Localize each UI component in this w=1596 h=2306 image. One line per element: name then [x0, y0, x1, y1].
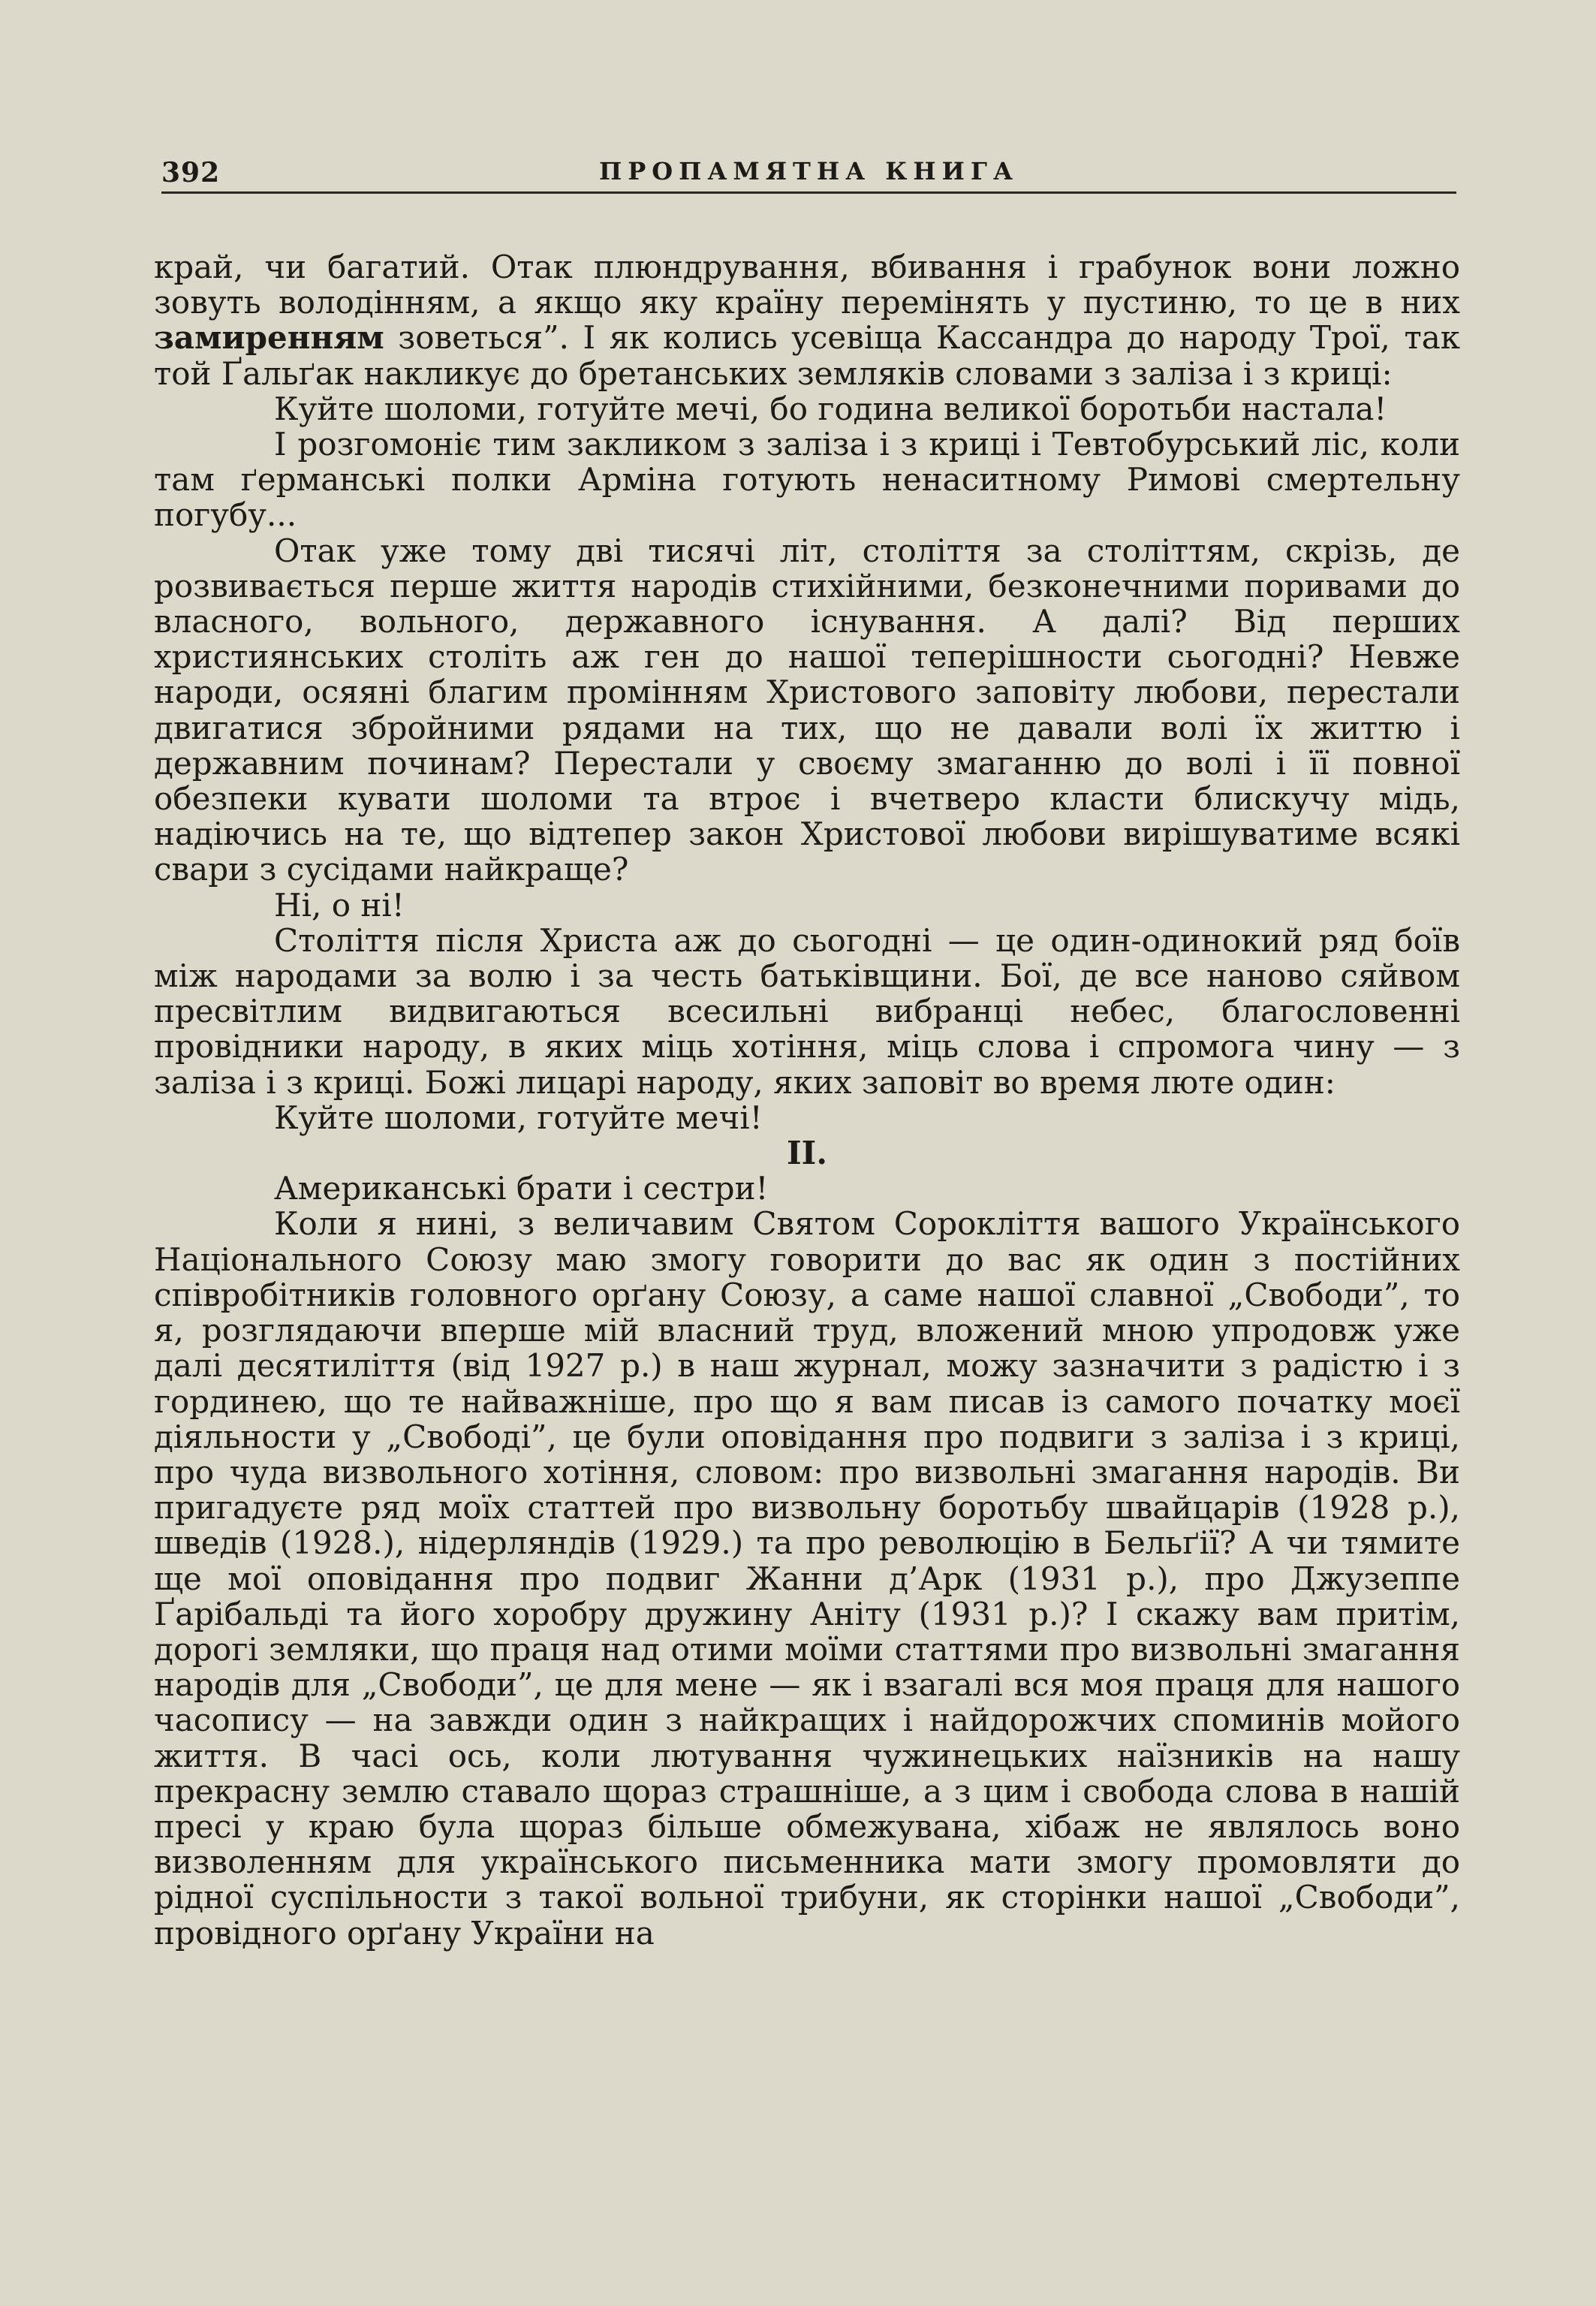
paragraph-8: Коли я нині, з величавим Святом Сорокліття вашого Українського Національного Союзу маю змогу говорити до вас як один з постійних співробітників головного орґану Союзу, а саме нашої славної „Свободи”, то я, розглядаючи вперше мій власний труд, вложений мною упродовж уже далі десятиліття (від 1927 р.) в наш журнал, можу зазначити з радістю і з гординею, що те найважніше, про що я вам писав із самого початку моєї діяльности у „Свободі”, це були оповідання про подвиги з заліза і з криці, про чуда визвольного хотіння, словом: про визвольні змагання народів. Ви пригадуєте ряд моїх статтей про визвольну боротьбу швайцарів (1928 р.), шведів (1928.), нідерляндів (1929.) та про революцію в Бельґії? А чи тямите ще мої оповідання про подвиг Жанни д’Арк (1931 р.), про Джузеппе Ґарібальді та його хоробру дружину Аніту (1931 р.)? І скажу вам притім, дорогі земляки, що праця над отими моїми статтями про визвольні змагання народів для „Свободи”, це для мене — як і взагалі вся моя праця для нашого часопису — на завжди один з найкращих і найдорожчих споминів мойого життя. В часі ось, коли лютування чужинецьких наїзників на нашу прекрасну землю ставало щораз страшніше, а з цим і свобода слова в нашій пресі у краю була щораз більше обмежувана, хібаж не являлось воно визволенням для українського письменника мати змогу промовляти до рідної суспільности з такої вольної трибуни, як сторінки нашої „Свободи”, провідного орґану України на: [154, 1205, 1460, 1952]
paragraph-6: Століття після Христа аж до сьогодні — це один-одинокий ряд боїв між народами за волю і за честь батьківщини. Бої, де все наново сяйвом пресвітлим видвигаються всесильні вибранці небес, благословенні провідники народу, в яких міць хотіння, міць слова і спромога чину — з заліза і з криці. Божі лицарі народу, яких заповіт во время люте один:: [154, 921, 1460, 1101]
running-title: ПРОПАМЯТНА КНИГА: [598, 157, 1019, 185]
paragraph-4: Отак уже тому дві тисячі літ, століття за століттям, скрізь, де розвивається перше життя народів стихійними, безконечними поривами до власного, вольного, державного існування. А далі? Від перших християнських століть аж ген до нашої теперішности сьогодні? Невже народи, осяяні благим промінням Христового заповіту любови, перестали двигатися збройними рядами на тих, що не давали волі їх життю і державним починам? Перестали у своєму змаганню до волі і її повної обезпеки кувати шоломи та втроє і вчетверо класти блискучу мідь, надіючись на те, що відтепер закон Христової любови вирішуватиме всякі свари з сусідами найкраще?: [154, 532, 1460, 888]
paragraph-1-text: край, чи багатий. Отак плюндрування, вбивання і грабунок вони ложно зовуть володінням, а якщо яку країну перемінять у пустиню, то це в них: [154, 249, 1460, 321]
paragraph-3: І розгомоніє тим закликом з заліза і з криці і Тевтобурський ліс, коли там ґерманські полки Арміна готують ненаситному Римові смертельну погубу...: [154, 426, 1460, 534]
paragraph-5: Ні, о ні!: [274, 886, 405, 924]
salutation: Американські брати і сестри!: [274, 1170, 769, 1207]
page-header: [161, 154, 1456, 194]
paragraph-1: [154, 249, 1460, 391]
body-text: [154, 249, 1460, 1951]
page-number: 392: [161, 157, 221, 188]
paragraph-2: Куйте шоломи, готуйте мечі, бо година великої боротьби настала!: [274, 390, 1387, 427]
paragraph-7: Куйте шоломи, готуйте мечі!: [274, 1099, 763, 1136]
paragraph-1-tail: зоветься”. І як колись усевіща Кассандра до народу Трої, так той Ґальґак накликує до бретанських земляків словами з заліза і з криці:: [154, 319, 1460, 392]
bold-word: замиренням: [154, 319, 384, 357]
section-number: II.: [787, 1135, 827, 1172]
